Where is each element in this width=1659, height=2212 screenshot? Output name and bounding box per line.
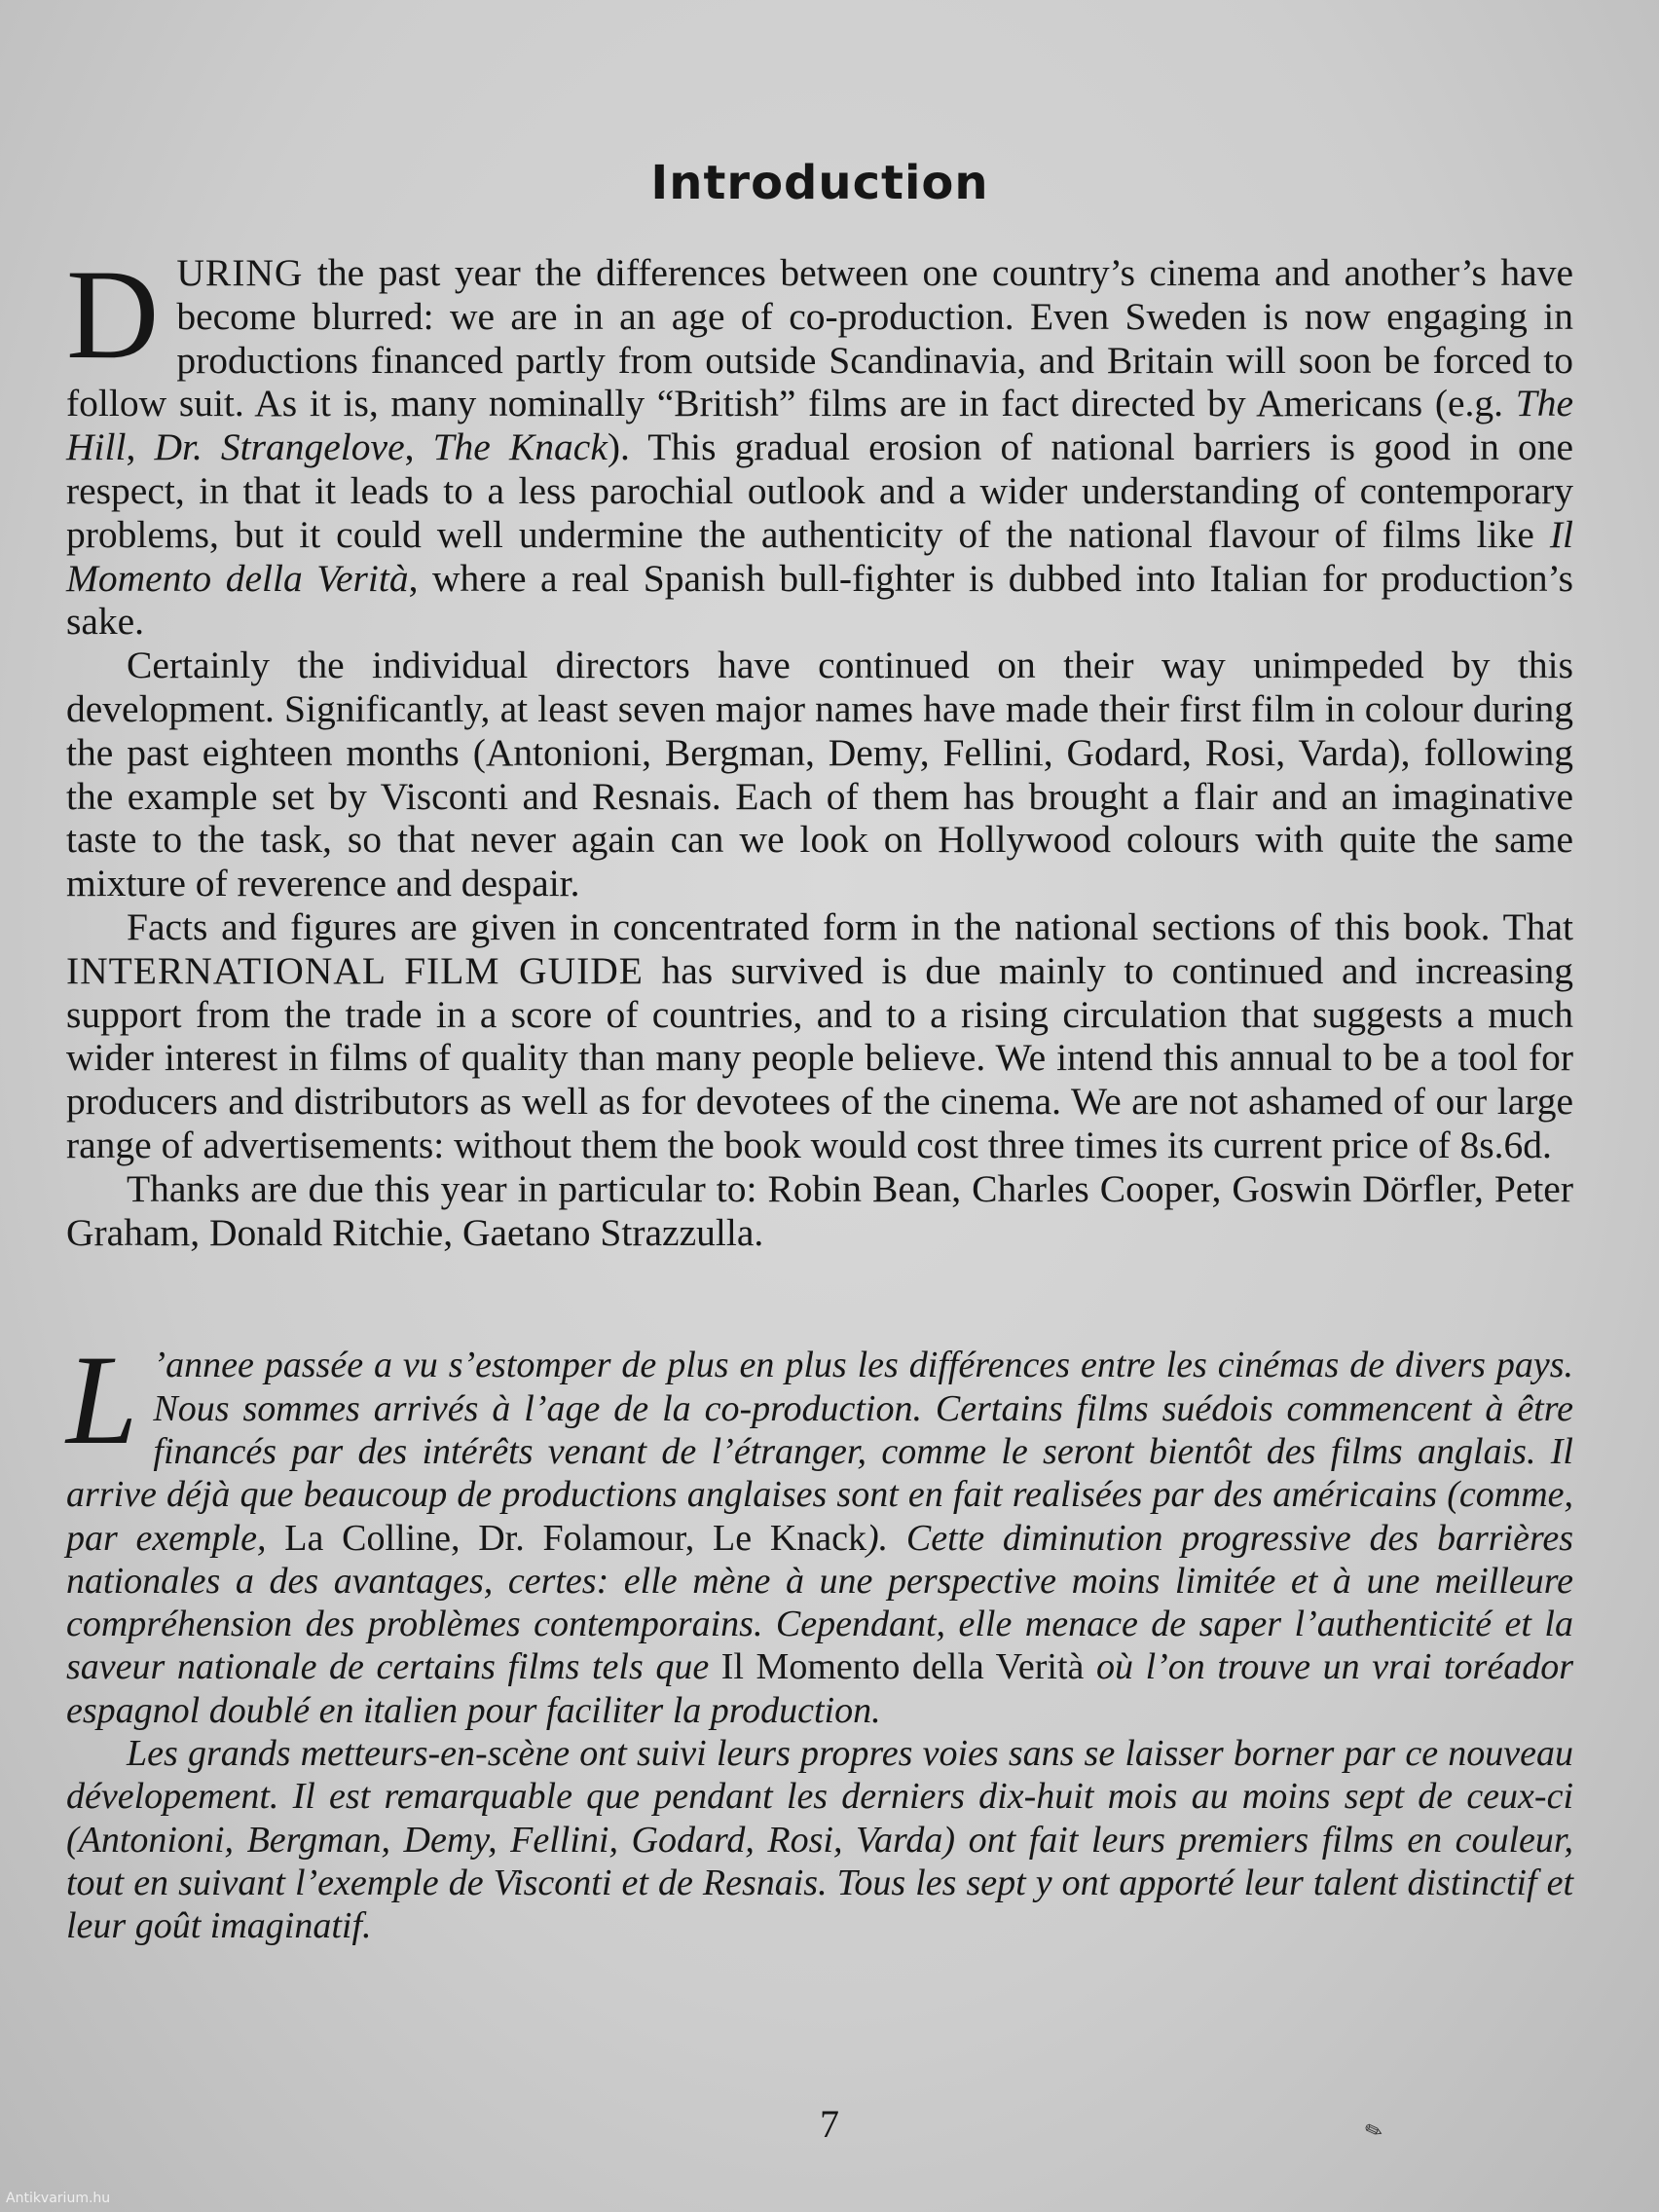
- text-run: Facts and figures are given in concentrated form in the national sections of this book. That: [127, 904, 1573, 948]
- text-run: the past year the differences between one country’s cinema and another’s have become blurred: we are in an age of co-production. Even Sweden is now engaging in productions financed partly from outside Scandinavia, and Britain will soon be forced to follow suit. As it is, many nominally “British” films are in fact directed by Americans (e.g.: [66, 251, 1573, 425]
- film-title: Il Momento della Verità: [66, 512, 1573, 600]
- film-titles-roman: La Colline, Dr. Folamour, Le Knack: [284, 1517, 867, 1559]
- english-paragraph-3: [66, 905, 1573, 1167]
- english-paragraph-4: Thanks are due this year in particular to: Robin Bean, Charles Cooper, Goswin Dörfler, Peter Graham, Donald Ritchie, Gaetano Strazzulla.: [66, 1166, 1573, 1254]
- english-paragraph-1: [66, 242, 1574, 644]
- french-paragraph-1: [66, 1328, 1574, 1732]
- film-title-roman: Il Momento della Verità: [720, 1646, 1085, 1688]
- text-run: ,: [126, 425, 155, 469]
- pencil-mark-icon: ✎: [1361, 2116, 1386, 2146]
- english-paragraph-2: Certainly the individual directors have continued on their way unimpeded by this development. Significantly, at least seven major names have made their first film in colour during the past eighteen months (Antonioni, Bergman, Demy, Fellini, Godard, Rosi, Varda), following the example set by Visconti and Resnais. Each of them has brought a flair and an imaginative taste to the task, so that never again can we look on Hollywood colours with quite the same mixture of reverence and despair.: [66, 644, 1573, 905]
- page-body: [66, 156, 1573, 1947]
- text-run: ’annee passée a vu s’estomper de plus en plus les différences entre les cinémas de divers pays. Nous sommes arrivés à l’age de la co-production. Certains films suédois commencent à être financés par des intérêts venant de l’étranger, comme le seront bientôt des films anglais. Il arrive déjà que beaucoup de productions anglaises sont en fait realisées par des américains (comme, par exemple,: [66, 1345, 1573, 1559]
- page-title: Introduction: [650, 156, 989, 210]
- book-title: INTERNATIONAL FILM GUIDE: [66, 948, 644, 992]
- text-run: has survived is due mainly to continued and increasing support from the trade in a score of countries, and to a rising circulation that suggests a much wider interest in films of quality than many people believe. We intend this annual to be a tool for producers and distributors as well as for devotees of the cinema. We are not ashamed of our large range of advertisements: without them the book would cost three times its current price of 8s.6d.: [66, 948, 1573, 1166]
- smallcaps-during: URING: [176, 251, 304, 294]
- watermark: Antikvarium.hu: [6, 2191, 111, 2206]
- film-title: The Knack: [432, 425, 608, 469]
- text-run: ). Cette diminution progressive des barrières nationales a des avantages, certes: elle mène à une perspective moins limitée et à une meilleure compréhension des problèmes contemporains. Cependant, elle menace de saper l’authenticité et la saveur nationale de certains films tels que: [66, 1517, 1573, 1688]
- page-number: 7: [820, 2102, 839, 2146]
- section-gap: [66, 1254, 1573, 1344]
- drop-cap-l: L: [66, 1328, 138, 1472]
- text-run: , where a real Spanish bull-fighter is dubbed into Italian for production’s sake.: [66, 556, 1573, 644]
- text-run: ,: [404, 425, 433, 469]
- drop-cap-d: D: [66, 242, 160, 386]
- text-run: où l’on trouve un vrai toréador espagnol doublé en italien pour faciliter la production.: [66, 1646, 1574, 1731]
- film-title: Dr. Strangelove: [154, 425, 405, 469]
- text-run: ). This gradual erosion of national barriers is good in one respect, in that it leads to a less parochial outlook and a wider understanding of contemporary problems, but it could well undermine the authenticity of the national flavour of films like: [66, 425, 1574, 556]
- french-paragraph-2: Les grands metteurs-en-scène ont suivi leurs propres voies sans se laisser borner par ce nouveau dévelopement. Il est remarquable que pendant les derniers dix-huit mois au moins sept de ceux-ci (Antonioni, Bergman, Demy, Fellini, Godard, Rosi, Varda) ont fait leurs premiers films en couleur, tout en suivant l’exemple de Visconti et de Resnais. Tous les sept y ont apporté leur talent distinctif et leur goût imaginatif.: [66, 1733, 1573, 1947]
- film-title: The Hill: [66, 382, 1573, 469]
